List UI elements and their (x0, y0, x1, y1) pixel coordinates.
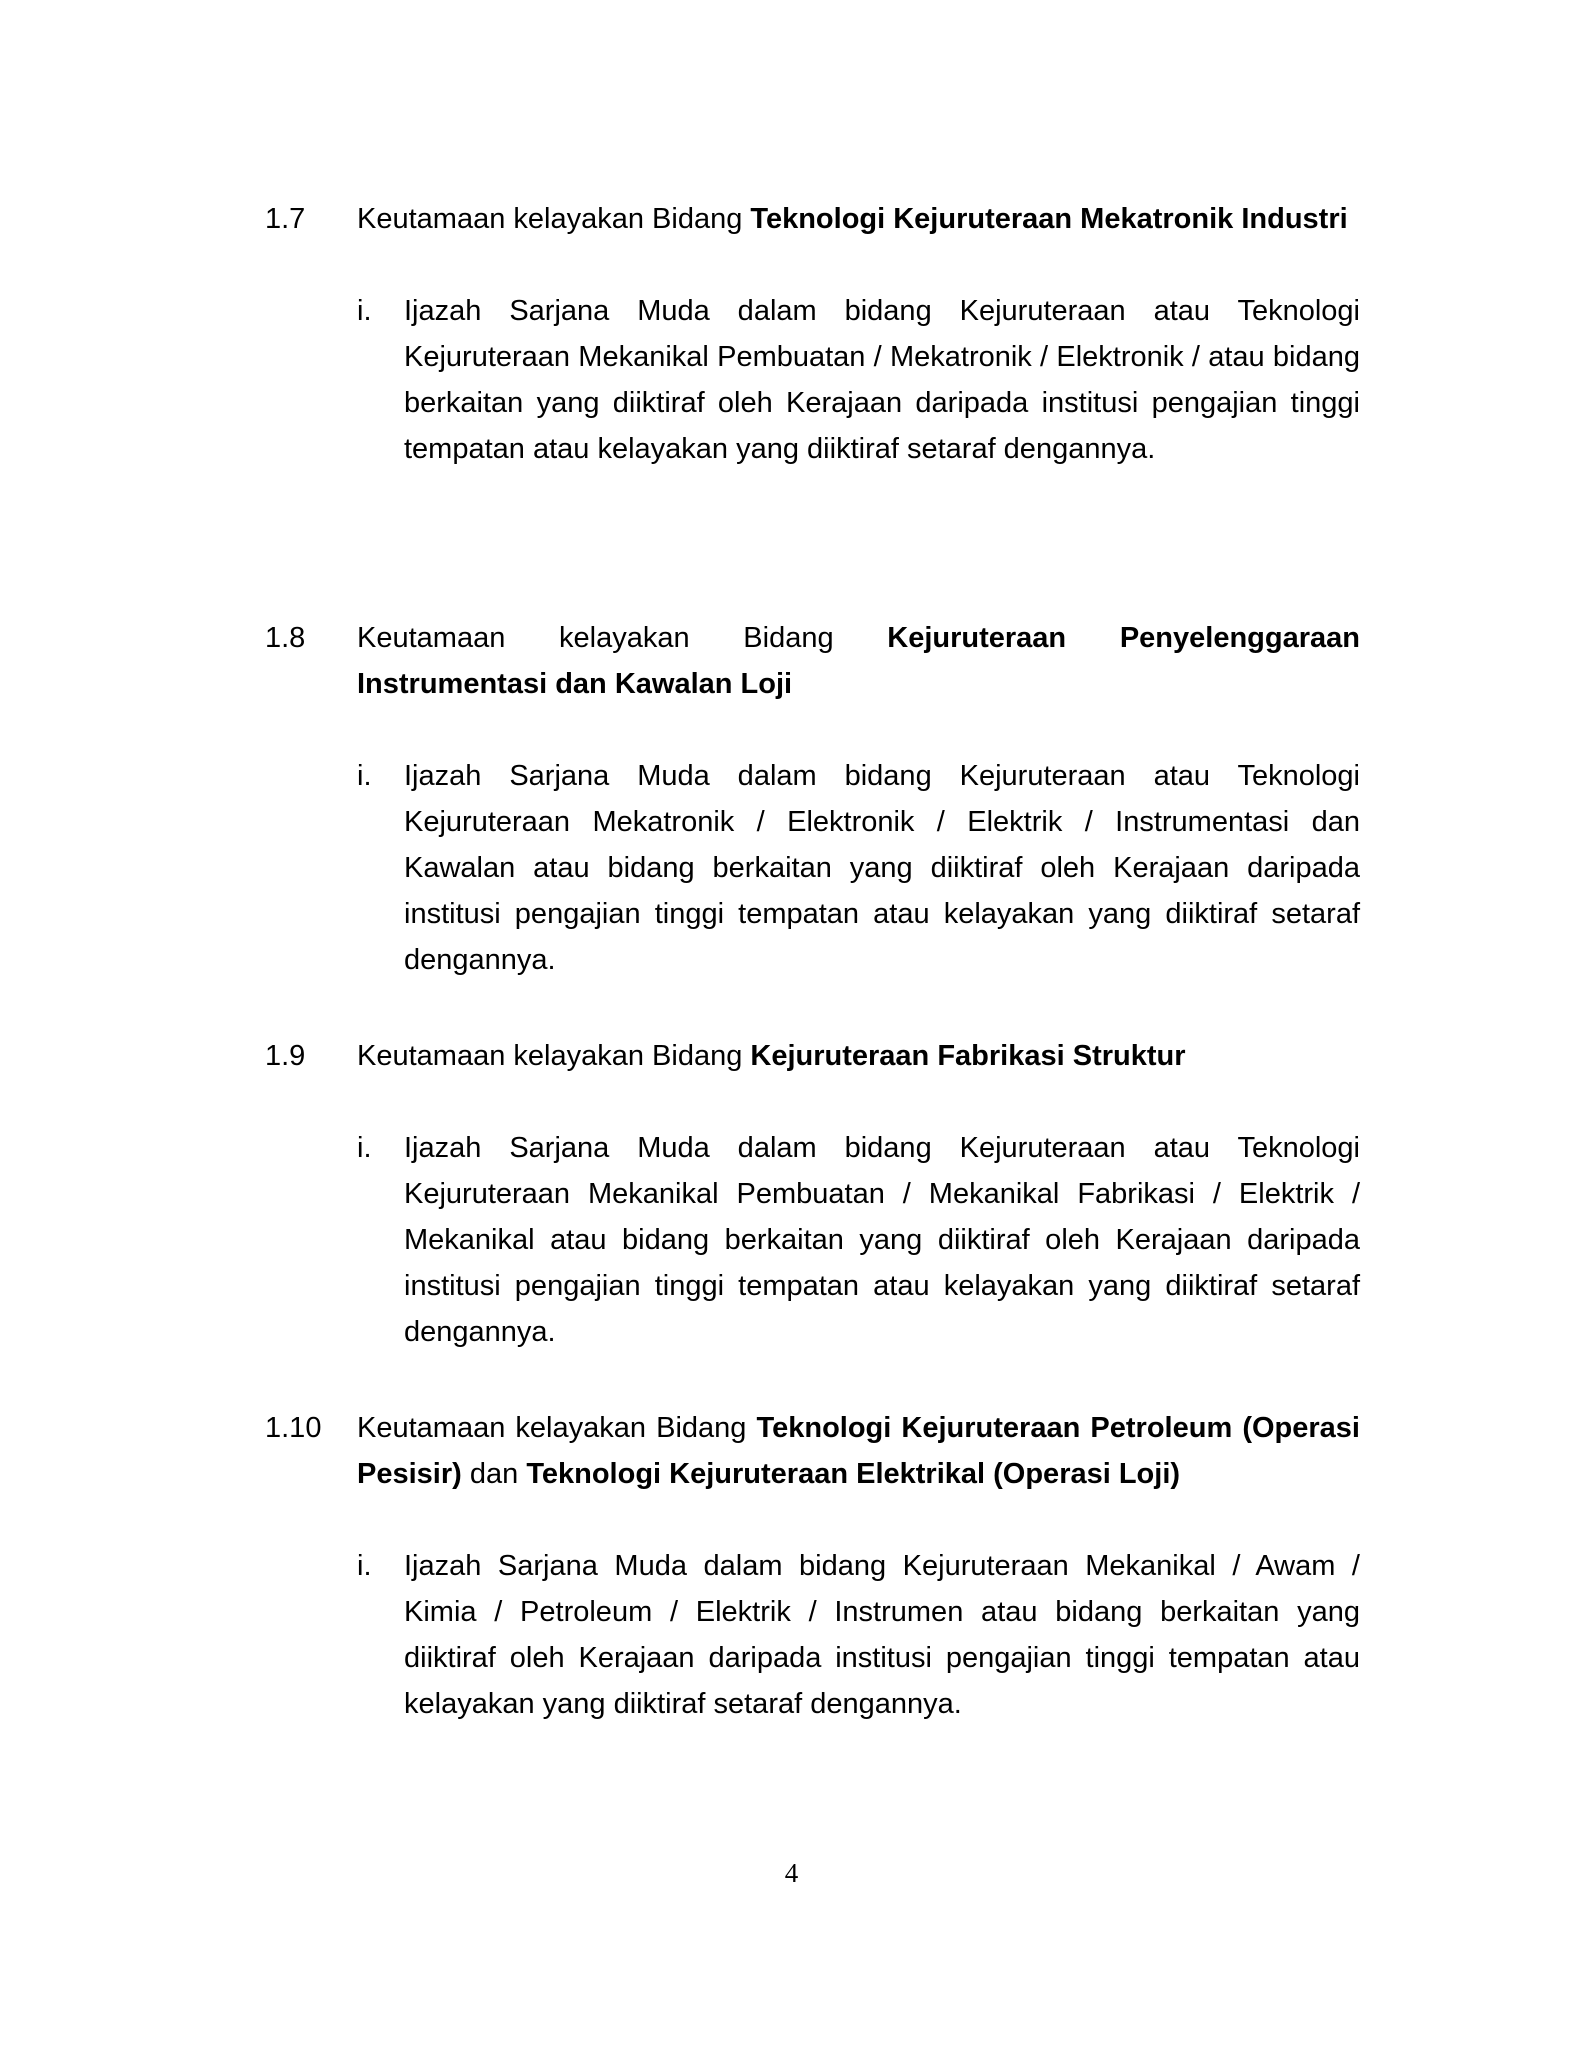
list-item-text: Ijazah Sarjana Muda dalam bidang Kejuruteraan atau Teknologi Kejuruteraan Mekatronik / Elektronik / Elektrik / Instrumentasi dan Kawalan atau bidang berkaitan yang diiktiraf oleh Kerajaan daripada institusi pengajian tinggi tempatan atau kelayakan yang diiktiraf setaraf dengannya. (404, 760, 1360, 976)
section-1-9 (265, 1033, 1360, 1355)
page-number: 4 (784, 1858, 799, 1888)
section-lead-text: Keutamaan kelayakan Bidang (357, 1040, 743, 1072)
section-field-name-2: Teknologi Kejuruteraan Elektrikal (Operasi Loji) (526, 1458, 1181, 1490)
list-item-marker: i. (357, 1550, 372, 1582)
section-lead-text: Keutamaan kelayakan Bidang (357, 203, 743, 235)
list-item-text: Ijazah Sarjana Muda dalam bidang Kejuruteraan atau Teknologi Kejuruteraan Mekanikal Pembuatan / Mekatronik / Elektronik / atau bidang berkaitan yang diiktiraf oleh Kerajaan daripada institusi pengajian tinggi tempatan atau kelayakan yang diiktiraf setaraf dengannya. (404, 295, 1360, 465)
section-1-7 (265, 196, 1360, 472)
list-item (357, 288, 1360, 472)
section-number: 1.8 (265, 622, 306, 654)
section-heading (265, 196, 1360, 242)
list-item (357, 1543, 1360, 1727)
section-title (357, 1033, 1360, 1079)
section-heading (265, 1033, 1360, 1079)
list-item-text: Ijazah Sarjana Muda dalam bidang Kejuruteraan Mekanikal / Awam / Kimia / Petroleum / Elektrik / Instrumen atau bidang berkaitan yang diiktiraf oleh Kerajaan daripada institusi pengajian tinggi tempatan atau kelayakan yang diiktiraf setaraf dengannya. (404, 1550, 1360, 1720)
section-1-8 (265, 615, 1360, 983)
list-item-marker: i. (357, 1132, 372, 1164)
section-title (357, 615, 1360, 707)
section-heading (265, 615, 1360, 707)
list-item-marker: i. (357, 295, 372, 327)
section-lead-text: Keutamaan kelayakan Bidang (357, 1412, 747, 1444)
section-field-name: Kejuruteraan Penyelenggaraan Instrumentasi dan Kawalan Loji (357, 622, 1360, 700)
section-field-name: Teknologi Kejuruteraan Petroleum (Operasi Pesisir) (357, 1412, 1360, 1490)
section-lead-text: Keutamaan kelayakan Bidang (357, 622, 834, 654)
section-title (357, 1405, 1360, 1497)
section-field-name: Teknologi Kejuruteraan Mekatronik Industri (750, 203, 1348, 235)
section-1-10 (265, 1405, 1360, 1727)
section-number: 1.7 (265, 203, 306, 235)
section-number: 1.9 (265, 1040, 306, 1072)
section-title (357, 196, 1360, 242)
section-heading (265, 1405, 1360, 1497)
list-item-marker: i. (357, 760, 372, 792)
section-connector-text: dan (469, 1458, 519, 1490)
list-item (357, 753, 1360, 983)
list-item (357, 1125, 1360, 1355)
section-number: 1.10 (265, 1412, 322, 1444)
section-field-name: Kejuruteraan Fabrikasi Struktur (750, 1040, 1186, 1072)
list-item-text: Ijazah Sarjana Muda dalam bidang Kejuruteraan atau Teknologi Kejuruteraan Mekanikal Pembuatan / Mekanikal Fabrikasi / Elektrik / Mekanikal atau bidang berkaitan yang diiktiraf oleh Kerajaan daripada institusi pengajian tinggi tempatan atau kelayakan yang diiktiraf setaraf dengannya. (404, 1132, 1360, 1348)
